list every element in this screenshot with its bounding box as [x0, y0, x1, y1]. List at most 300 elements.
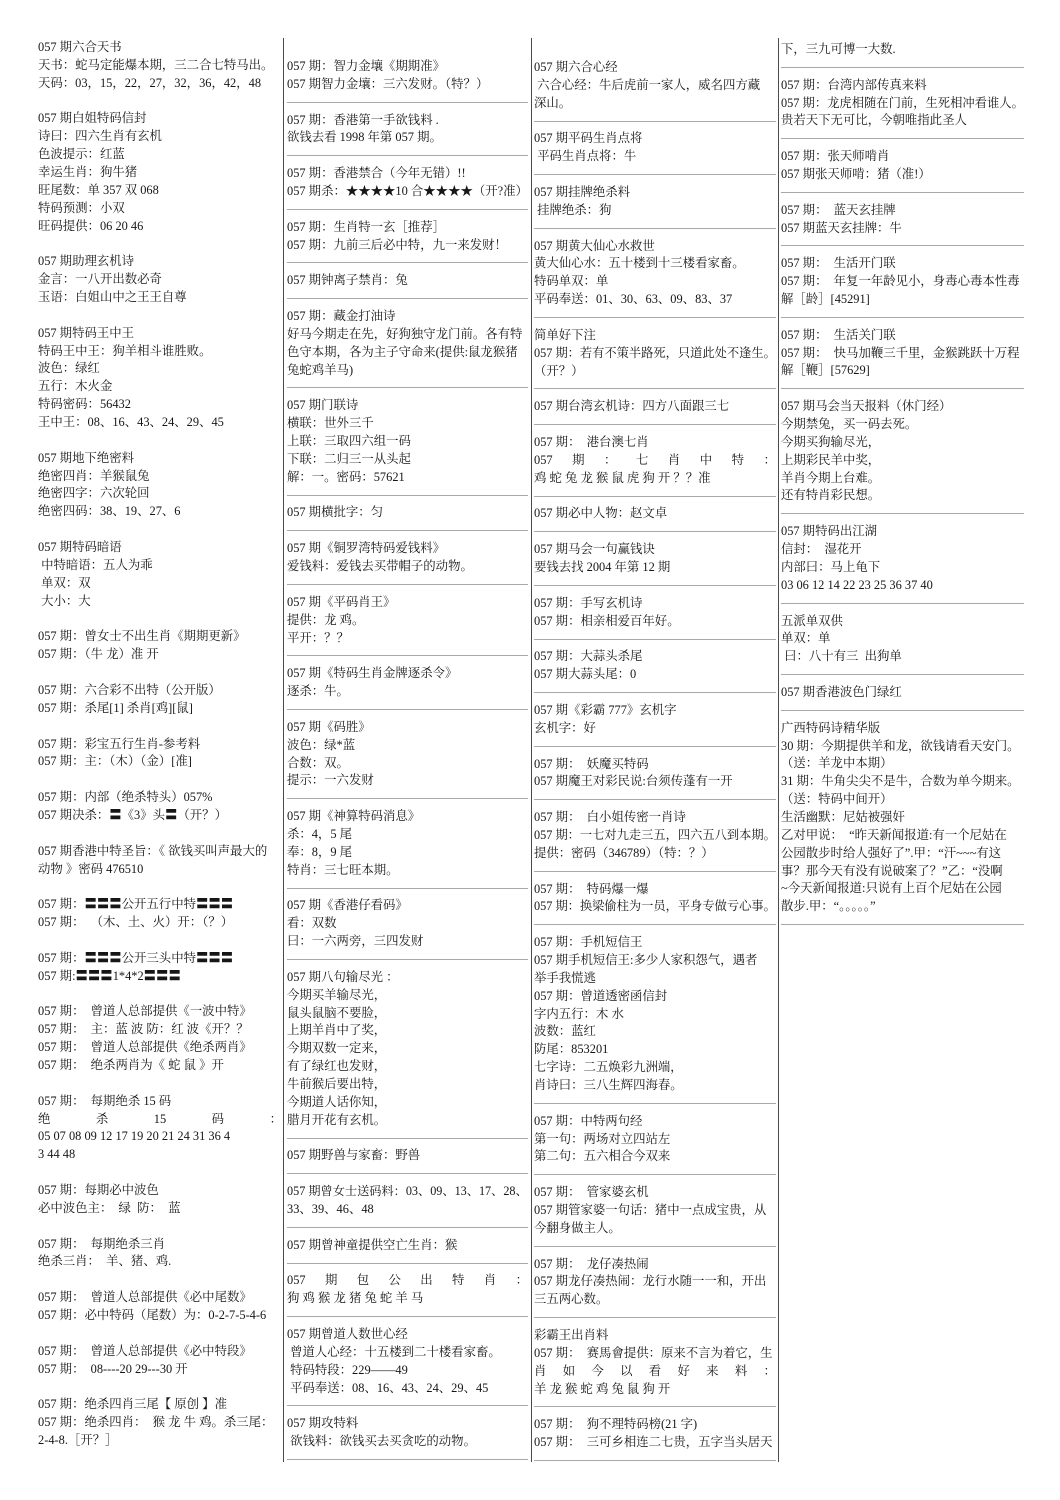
text-line: 057 期： 白小姐传密一肖诗 — [534, 810, 686, 825]
text-line: 羊肖今期上台难。 — [781, 470, 881, 485]
text-block — [38, 539, 282, 610]
text-line: 特码预测：小双 — [38, 200, 125, 215]
text-line: 057 期：六合彩不出特（公开版） — [38, 682, 221, 697]
text-line: 上期羊肖中了奖， — [287, 1023, 387, 1038]
text-line: 057 期地下绝密料 — [38, 450, 135, 465]
text-line: 挂牌绝杀：狗 — [534, 202, 612, 217]
text-line: 057 期：大蒜头杀尾 — [534, 649, 643, 664]
text-line: 057 期必中人物：赵文卓 — [534, 506, 668, 521]
text-line: 波色：绿*蓝 — [287, 737, 356, 752]
spaced-character: 包 — [356, 1273, 370, 1288]
text-line: 30 期：今期提供羊和龙，欲钱请看天安门。 — [781, 738, 1020, 753]
text-block — [38, 736, 282, 772]
text-block — [287, 219, 528, 264]
spaced-character: 今 — [591, 1363, 604, 1378]
text-block — [781, 255, 1024, 318]
text-line: 057 期： 每期绝杀 15 码 — [38, 1093, 172, 1108]
text-line: 057 期：绝杀四肖三尾【 原创 】准 — [38, 1397, 227, 1412]
text-line: 057 期《香港仔看码》 — [287, 898, 408, 913]
text-line: 33、39、46、48 — [287, 1202, 374, 1216]
text-line: 05 07 08 09 12 17 19 20 21 24 31 36 4 — [38, 1129, 231, 1144]
text-line: 057 期：智力金壤《期期准》 — [287, 59, 445, 73]
text-line: 057 期：主：（木）（金）[准] — [38, 754, 192, 769]
text-line: 057 期： 每期绝杀三肖 — [38, 1236, 166, 1251]
text-line: 彩霸王出肖料 — [534, 1328, 609, 1343]
text-line: 057 期《神算特码消息》 — [287, 809, 421, 824]
text-line: 057 期六合心经 — [534, 60, 618, 74]
text-line: 羊 龙 猴 蛇 鸡 兔 鼠 狗 开 — [534, 1381, 671, 1396]
text-line: 色守本期，各为主子守命来(提供:鼠龙猴猪 — [287, 344, 518, 359]
text-line: 057 期曾神童提供空亡生肖：猴 — [287, 1237, 458, 1252]
spaced-character: 肖 — [483, 1273, 497, 1288]
text-block — [534, 1256, 776, 1319]
spaced-character: 杀 — [95, 1111, 109, 1126]
text-block — [287, 540, 528, 585]
text-block — [534, 130, 776, 175]
text-line: 王中王：08、16、43、24、29、45 — [38, 415, 224, 430]
text-block — [38, 325, 282, 432]
text-line: 下联：二归三一从头起 — [287, 451, 411, 466]
spaced-character: 码 — [211, 1111, 225, 1126]
column-divider — [531, 38, 532, 1462]
text-line: 曰：一六两旁，三四发财 — [287, 934, 424, 949]
text-line: 057 期曾道人数世心经 — [287, 1327, 408, 1342]
text-block — [781, 202, 1024, 247]
text-line: 事？那今天有没有说破案了？”乙：“没啊 — [781, 863, 1003, 878]
text-line: 057 期：换梁偷柱为一员，平身专做亏心事。 — [534, 899, 776, 914]
text-line: 腊月开花有玄机。 — [287, 1112, 387, 1127]
text-line: 057 期：一七对九走三五，四六五八到本期。 — [534, 827, 776, 842]
text-line: 杀：4，5 尾 — [287, 826, 353, 841]
text-block — [534, 702, 776, 747]
text-line: 合数：双。 — [287, 755, 349, 770]
text-line: 三五两心数。 — [534, 1292, 609, 1307]
text-block — [287, 504, 528, 531]
text-line: 057 期香港波色门绿红 — [781, 684, 902, 699]
text-line: 公园散步时给人强好了”.甲：“汗~~~有这 — [781, 845, 1002, 860]
spaced-character: ： — [763, 1363, 776, 1378]
text-line: 057 期:〓〓〓1*4*2〓〓〓 — [38, 968, 181, 983]
text-line: 单双：单 — [781, 631, 831, 646]
text-line: 057 期平码生肖点将 — [534, 131, 643, 146]
text-line: 057 期： 生活关门联 — [781, 327, 896, 342]
text-line: 逐杀：牛。 — [287, 684, 349, 699]
text-block — [534, 881, 776, 926]
text-block — [38, 682, 282, 718]
text-line: 057 期： 曾道人总部提供《一波中特》 — [38, 1004, 252, 1019]
text-line: 057 期挂牌绝杀料 — [534, 185, 631, 200]
spaced-character: 好 — [677, 1363, 690, 1378]
text-line: （送：羊龙中本期） — [781, 756, 893, 771]
text-line — [287, 1272, 528, 1290]
text-block — [38, 1003, 282, 1074]
spaced-character: ： — [515, 1273, 528, 1288]
spaced-character: 公 — [388, 1273, 401, 1288]
text-block — [534, 1416, 776, 1461]
text-line: 旺码提供：06 20 46 — [38, 218, 144, 233]
text-block — [534, 648, 776, 693]
text-line: 057 期： 年复一年龄见小，身毒心毒本性毒 — [781, 274, 1020, 289]
text-block — [38, 789, 282, 825]
spaced-character: 15 — [153, 1111, 167, 1126]
text-line: 057 期大蒜头尾：0 — [534, 667, 637, 682]
text-line: 狗 鸡 猴 龙 猪 兔 蛇 羊 马 — [287, 1291, 424, 1306]
text-block — [38, 1182, 282, 1218]
text-line: 057 期：龙虎相随在门前，生死相冲看谁人。 — [781, 95, 1024, 110]
text-line: 牛前猴后要出特， — [287, 1076, 387, 1091]
text-block — [38, 1396, 282, 1450]
text-line: 防尾：853201 — [534, 1042, 609, 1057]
text-block — [287, 897, 528, 960]
text-line: 057 期： 曾道人总部提供《绝杀两肖》 — [38, 1040, 252, 1055]
text-line: 057 期马会一句赢钱诀 — [534, 542, 655, 557]
text-line: 057 期： 08----20 29---30 开 — [38, 1361, 188, 1376]
text-line: 今翻身做主人。 — [534, 1220, 621, 1235]
text-line: 057 期：香港第一手欲钱料 . — [287, 112, 439, 127]
text-block — [534, 434, 776, 497]
text-line: 要钱去找 2004 年第 12 期 — [534, 560, 671, 575]
text-line: 今期买狗输尽光， — [781, 434, 881, 449]
text-line: 中特暗语：五人为乖 — [38, 557, 153, 572]
text-line: 解：一。密码：57621 — [287, 469, 405, 484]
text-line: 31 期：牛角尖尖不是牛，合数为单今期来。 — [781, 774, 1020, 789]
text-line: 057 期：（牛 龙）准 开 — [38, 647, 159, 662]
text-line: 解［鞭］[57629] — [781, 363, 870, 378]
text-line: 057 期：若有不策半路死，只道此处不逢生。 — [534, 345, 776, 360]
text-line: 057 期台湾玄机诗：四方八面跟三七 — [534, 399, 730, 414]
text-line: 057 期：〓〓〓公开五行中特〓〓〓 — [38, 897, 234, 912]
text-line: 横联：世外三千 — [287, 416, 374, 431]
text-line: 鸡 蛇 兔 龙 猴 鼠 虎 狗 开 ？？准 — [534, 470, 711, 485]
text-block — [534, 505, 776, 532]
text-block — [287, 1272, 528, 1317]
text-line: 057 期六合天书 — [38, 40, 122, 54]
text-line: 玉语：白姐山中之王王自尊 — [38, 290, 187, 305]
text-line: 057 期特码暗语 — [38, 540, 122, 555]
text-line: 第二句：五六相合今双来 — [534, 1149, 671, 1164]
text-line: 今期道人话你知， — [287, 1094, 387, 1109]
text-line: 下，三九可博一大数. — [781, 42, 896, 56]
text-line: 简单好下注 — [534, 327, 596, 342]
text-block — [287, 665, 528, 710]
text-line: （开？） — [534, 363, 584, 378]
text-line: 057 期：手机短信王 — [534, 935, 643, 950]
text-line — [534, 452, 776, 470]
text-line: 提示：一六发财 — [287, 773, 374, 788]
text-line: 今期禁兔，买一码去死。 — [781, 417, 918, 432]
text-line: 3 44 48 — [38, 1147, 76, 1162]
text-line: 六合心经：牛后虎前一家人，威名四方藏 — [534, 77, 761, 92]
text-line: 第一句：两场对立四站左 — [534, 1131, 671, 1146]
text-line: 天书：蛇马定能爆本期，三二合七特马出。 — [38, 57, 274, 72]
spaced-character: 057 — [534, 452, 553, 467]
text-line: 广西特码诗精华版 — [781, 720, 881, 735]
text-block — [287, 272, 528, 299]
text-block — [287, 1237, 528, 1264]
text-block — [287, 808, 528, 888]
text-line: （送：特码中间开） — [781, 792, 893, 807]
text-line: 散步.甲：“。。。。。” — [781, 899, 876, 914]
text-line: 深山。 — [534, 95, 572, 110]
text-block — [38, 628, 282, 664]
text-line: 057 期：曾女士不出生肖《期期更新》 — [38, 629, 246, 644]
text-line — [534, 1363, 776, 1381]
text-block — [534, 809, 776, 872]
text-line: 057 期攻特料 — [287, 1416, 359, 1431]
text-line: 057 期： 港台澳七肖 — [534, 435, 649, 450]
text-line: 057 期： 管家婆玄机 — [534, 1185, 649, 1200]
column-2 — [287, 58, 528, 1469]
text-line: 贵若天下无可比，今朝唯指此圣人 — [781, 113, 967, 128]
text-line: 057 期：张天师啃肖 — [781, 149, 890, 164]
spaced-character: 期 — [324, 1273, 338, 1288]
text-block — [38, 1289, 282, 1325]
text-line: 兔蛇鸡羊马) — [287, 362, 354, 377]
text-line: 奉：8，9 尾 — [287, 844, 353, 859]
spaced-character: 出 — [420, 1273, 433, 1288]
text-block — [534, 238, 776, 318]
text-line: 单双：双 — [38, 575, 91, 590]
text-line: 057 期智力金壤：三六发财。（特？） — [287, 76, 489, 91]
text-line: 举手我慌逃 — [534, 970, 596, 985]
column-divider — [283, 38, 284, 1462]
text-block — [534, 541, 776, 586]
text-line: 057 期张天师啃：猪（准!） — [781, 167, 931, 182]
text-line: 欲钱料：欲钱买去买贪吃的动物。 — [287, 1434, 476, 1449]
text-line: 绝杀三肖： 羊、猪、鸡. — [38, 1254, 172, 1269]
spaced-character: 绝 — [38, 1111, 51, 1126]
column-4 — [781, 41, 1024, 934]
text-line: 有了绿红也发财， — [287, 1059, 387, 1074]
text-line: 057 期野兽与家畜：野兽 — [287, 1148, 421, 1163]
text-line: 肖诗曰：三八生辉四海春。 — [534, 1077, 683, 1092]
text-line: 波色：绿红 — [38, 361, 100, 376]
text-line: 平码奉送：08、16、43、24、29、45 — [287, 1380, 489, 1395]
text-line: 057 期：内部（绝杀特头）057% — [38, 790, 213, 805]
text-block — [287, 397, 528, 495]
text-line: 今期买羊输尽光， — [287, 987, 387, 1002]
text-block — [38, 896, 282, 932]
spaced-character: 肖 — [667, 452, 681, 467]
text-line: 057 期： 曾道人总部提供《必中特段》 — [38, 1343, 252, 1358]
text-block — [534, 1327, 776, 1407]
text-line: 057 期：必中特码（尾数）为：0-2-7-5-4-6 — [38, 1308, 267, 1323]
text-block — [38, 450, 282, 521]
text-line: 057 期《码胜》 — [287, 719, 371, 734]
text-line: 057 期曾女士送码料：03、09、13、17、28、 — [287, 1184, 528, 1199]
text-line: 057 期：手写玄机诗 — [534, 595, 643, 610]
text-line: 波数：蓝红 — [534, 1024, 596, 1039]
spaced-character: 看 — [648, 1363, 662, 1378]
text-line: 057 期： 曾道人总部提供《必中尾数》 — [38, 1290, 252, 1305]
text-line: 057 期： （木、土、火）开：（？） — [38, 915, 234, 930]
text-block — [38, 253, 282, 307]
text-line: 七字诗：二五焕彩九洲端， — [534, 1060, 683, 1075]
text-line: 057 期《特码生肖金牌逐杀令》 — [287, 666, 458, 681]
text-block — [287, 1183, 528, 1228]
text-line: 动物 》密码 476510 — [38, 861, 144, 876]
text-block — [781, 684, 1024, 711]
spaced-character: 特 — [452, 1273, 465, 1288]
text-line: 平开：？？ — [287, 630, 349, 645]
text-line — [38, 1111, 282, 1129]
text-line: 057 期：杀尾[1] 杀肖[鸡][鼠] — [38, 700, 193, 715]
text-block — [38, 1236, 282, 1272]
spaced-character: 中 — [699, 452, 713, 467]
text-line: 057 期： 妖魔买特码 — [534, 756, 649, 771]
text-line: 057 期： 蓝天玄挂牌 — [781, 202, 896, 217]
text-line: 鼠头鼠脑不要脸， — [287, 1005, 387, 1020]
text-line: 爱钱料：爱钱去买带帽子的动物。 — [287, 559, 473, 574]
text-line: 字内五行：木 水 — [534, 1006, 624, 1021]
text-block — [38, 1093, 282, 1164]
text-line: 057 期： 狗不理特码榜(21 字) — [534, 1417, 698, 1432]
text-line: 057 期：相亲相爱百年好。 — [534, 613, 680, 628]
text-line: 上联：三取四六组一码 — [287, 434, 411, 449]
text-line: 057 期香港中特圣旨：《 欲钱买叫声最大的 — [38, 843, 268, 858]
text-line: 上期彩民羊中奖， — [781, 452, 881, 467]
text-block — [781, 77, 1024, 140]
spaced-character: 特 — [731, 452, 745, 467]
text-line: 2-4-8.［开？］ — [38, 1433, 118, 1448]
text-line: 生活幽默：尼姑被强奸 — [781, 809, 905, 824]
text-line: 03 06 12 14 22 23 25 36 37 40 — [781, 577, 933, 592]
text-line: 057 期： 特码爆一爆 — [534, 881, 649, 896]
text-line: 057 期龙仔凑热闹：龙行水随一一和，开出 — [534, 1274, 767, 1289]
text-line: 五行：木火金 — [38, 379, 113, 394]
text-block — [781, 398, 1024, 514]
text-line: 057 期决杀：〓《3》头〓（开？） — [38, 807, 227, 822]
spaced-character: 七 — [635, 452, 649, 467]
text-line: 057 期：中特两句经 — [534, 1113, 643, 1128]
text-line: 057 期特码出江湖 — [781, 524, 878, 539]
text-block — [287, 112, 528, 157]
text-line: 057 期门联诗 — [287, 398, 359, 413]
text-line: 必中波色主： 绿 防： 蓝 — [38, 1200, 181, 1215]
column-1 — [38, 39, 282, 1468]
text-line: 057 期： 赛馬會提供：原来不言为着它，生 — [534, 1345, 773, 1360]
text-line: 平码生肖点将：牛 — [534, 149, 637, 164]
text-line: 057 期：生肖特一玄［推荐］ — [287, 219, 445, 234]
text-block — [534, 756, 776, 801]
text-line: 057 期手机短信王:多少人家积怨气，遇者 — [534, 952, 758, 967]
text-block — [38, 950, 282, 986]
text-block — [38, 39, 282, 93]
text-block — [781, 523, 1024, 603]
text-block — [534, 398, 776, 425]
text-line: 绝密四码：38、19、27、6 — [38, 504, 181, 519]
text-line: 057 期蓝天玄挂牌：牛 — [781, 220, 902, 235]
text-line: 平码奉送：01、30、63、09、83、37 — [534, 292, 733, 307]
text-line: 057 期白姐特码信封 — [38, 111, 147, 126]
text-block — [781, 613, 1024, 676]
text-block — [287, 1415, 528, 1460]
text-block — [781, 327, 1024, 390]
text-line: 黄大仙心水：五十楼到十三楼看家畜。 — [534, 256, 745, 271]
text-line: 幸运生肖：狗牛猪 — [38, 165, 138, 180]
text-line: 057 期马会当天报料（休门经） — [781, 399, 952, 414]
text-line: 看：双数 — [287, 916, 337, 931]
text-line: 057 期《平码肖王》 — [287, 594, 396, 609]
text-line: 057 期： 绝杀两肖为《 蛇 鼠 》开 — [38, 1057, 224, 1072]
text-line: 057 期：绝杀四肖： 猴 龙 牛 鸡。杀三尾： — [38, 1415, 274, 1430]
text-block — [534, 1113, 776, 1176]
text-block — [287, 594, 528, 657]
text-block — [534, 1184, 776, 1247]
text-line: 057 期： 三可乡相连二七贵，五字当头居天 — [534, 1435, 773, 1450]
text-line: 057 期杀：★★★★10 合★★★★（开?准） — [287, 184, 528, 199]
text-line: 057 期《铜罗湾特码爱钱料》 — [287, 541, 445, 556]
text-block — [287, 1147, 528, 1174]
spaced-character: 以 — [620, 1363, 633, 1378]
text-line: 057 期助理玄机诗 — [38, 254, 135, 269]
text-line: 特肖：三七旺本期。 — [287, 862, 399, 877]
text-block — [781, 41, 1024, 68]
text-line: 特码王中王：狗羊相斗谁胜败。 — [38, 343, 212, 358]
text-line: 057 期《彩霸 777》玄机字 — [534, 702, 677, 717]
text-line: 057 期管家婆一句话：猪中一点成宝贵，从 — [534, 1203, 767, 1217]
text-line: 057 期：〓〓〓公开三头中特〓〓〓 — [38, 950, 234, 965]
text-block — [534, 934, 776, 1104]
text-block — [287, 719, 528, 799]
text-line: 057 期：彩宝五行生肖-参考料 — [38, 736, 201, 751]
text-line: 057 期钟离子禁肖：兔 — [287, 273, 408, 288]
text-block — [534, 59, 776, 122]
text-line: 绝密四肖：羊猴鼠兔 — [38, 468, 150, 483]
text-block — [287, 308, 528, 388]
text-line: 057 期：香港禁合（今年无错）!! — [287, 166, 466, 181]
text-line: 信封： 湿花开 — [781, 542, 862, 557]
text-line: 057 期： 快马加鞭三千里，金猴跳跃十万程 — [781, 345, 1020, 360]
text-line: 还有特肖彩民想。 — [781, 488, 881, 503]
text-line: 解［龄］[45291] — [781, 292, 870, 307]
text-block — [38, 843, 282, 879]
text-block — [38, 110, 282, 235]
spaced-character: 期 — [572, 452, 585, 467]
text-block — [534, 327, 776, 390]
text-line: 金言：一八开出数必奇 — [38, 272, 162, 287]
text-line: 057 期黄大仙心水救世 — [534, 238, 655, 253]
text-line: 057 期：九前三后必中特，九一来发财！ — [287, 237, 507, 252]
text-line: 057 期：曾道透密函信封 — [534, 988, 668, 1003]
text-line: 提供：密码（346789）（特：？） — [534, 845, 714, 860]
text-block — [287, 969, 528, 1139]
column-3 — [534, 59, 776, 1470]
text-line: 内部曰：马上龟下 — [781, 559, 881, 574]
spaced-character: ： — [269, 1111, 282, 1126]
text-line: 057 期：藏金打油诗 — [287, 309, 396, 324]
text-line: 特码单双：单 — [534, 274, 609, 289]
text-line: 提供：龙 鸡。 — [287, 612, 365, 627]
text-line: 057 期： 主：蓝 波 防：红 波《开？？ — [38, 1022, 249, 1037]
text-line: 天码：03，15，22，27，32，36，42，48 — [38, 75, 262, 90]
spaced-character: 料 — [734, 1363, 748, 1378]
text-line: 好马今期走在先，好狗独守龙门前。各有特 — [287, 326, 523, 341]
text-line: 057 期魔王对彩民说:台须传蓬有一开 — [534, 774, 733, 789]
text-block — [534, 184, 776, 229]
text-block — [781, 148, 1024, 193]
text-line: 057 期特码王中王 — [38, 325, 135, 340]
text-line: 五派单双供 — [781, 613, 843, 628]
text-line: 今期双数一定来， — [287, 1041, 387, 1056]
spaced-character: ： — [763, 452, 776, 467]
text-line: 057 期： 龙仔凑热闹 — [534, 1256, 649, 1271]
text-line: 旺尾数：单 357 双 068 — [38, 182, 159, 197]
text-line: 特码密码：56432 — [38, 397, 131, 412]
text-block — [287, 165, 528, 210]
text-line: ~今天新闻报道:只说有上百个尼姑在公园 — [781, 881, 1002, 896]
spaced-character: 057 — [287, 1273, 306, 1288]
